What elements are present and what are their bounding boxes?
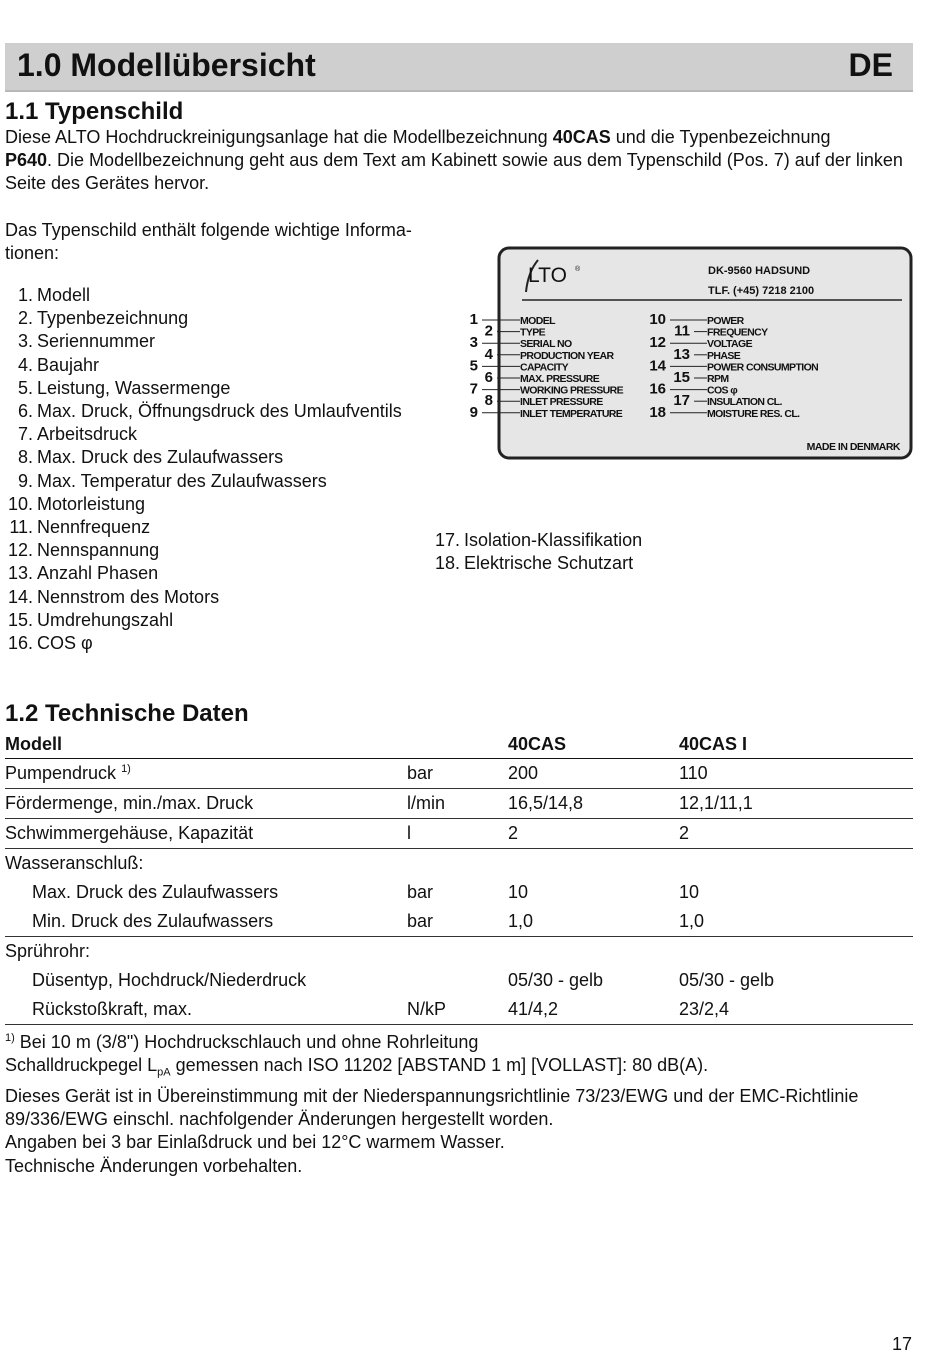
spec-table-header	[5, 730, 913, 759]
list-item-text: Motorleistung	[37, 493, 146, 514]
plate-callout-number: 1	[469, 311, 478, 328]
list-item	[0, 400, 402, 423]
row-unit	[407, 966, 508, 995]
type-plate-svg	[462, 244, 914, 462]
reserved-note: Technische Änderungen vorbehalten.	[5, 1155, 303, 1176]
plate-callout-number: 17	[673, 392, 690, 410]
plate-callout-number: 15	[673, 369, 690, 386]
list-item-text: Max. Temperatur des Zulaufwassers	[37, 470, 327, 491]
list-item-text: Isolation-Klassifikation	[464, 530, 643, 550]
list-item	[0, 586, 402, 609]
plate-callout-number: 10	[649, 311, 666, 328]
list-item-text: Seriennummer	[37, 331, 156, 352]
list-item-text: Elektrische Schutzart	[464, 553, 634, 574]
row-label	[5, 759, 407, 789]
row-label: Min. Druck des Zulaufwassers	[5, 907, 407, 937]
col-40cas: 40CAS	[508, 730, 679, 759]
list-item	[0, 493, 402, 516]
row-label: Düsentyp, Hochdruck/Niederdruck	[32, 970, 307, 990]
list-item	[0, 516, 402, 539]
plate-callout-number: 18	[649, 403, 666, 421]
row-label: Rückstoßkraft, max.	[5, 995, 407, 1025]
intro-text-a: Diese ALTO Hochdruckreinigungsanlage hat die Modellbezeichnung	[5, 127, 553, 147]
table-row	[5, 789, 913, 819]
sound-text-a: Schalldruckpegel L	[5, 1055, 158, 1076]
list-item-text: Nennspannung	[37, 540, 160, 561]
list-item	[427, 552, 642, 575]
col-40cas-i: 40CAS I	[679, 730, 913, 759]
plate-field-label: MOISTURE RES. CL.	[707, 407, 800, 420]
plate-address: DK-9560 HADSUND	[708, 265, 811, 277]
plate-field-label: PRODUCTION YEAR	[520, 349, 614, 362]
plate-callout-number: 8	[484, 392, 493, 410]
table-group-row	[5, 849, 913, 879]
table-row	[5, 966, 913, 995]
spec-table	[5, 730, 913, 1025]
table-row	[5, 819, 913, 849]
footnote-ref: 1)	[121, 763, 131, 775]
row-label: Fördermenge, min./max. Druck	[5, 789, 407, 819]
list-item-text: Modell	[37, 285, 91, 305]
list-item-number: 1.	[17, 285, 33, 305]
list-item-text: Anzahl Phasen	[37, 563, 159, 584]
plate-field-label: MAX. PRESSURE	[520, 373, 600, 385]
list-item	[0, 284, 402, 307]
plate-field-label: FREQUENCY	[707, 326, 768, 339]
row-value-a: 05/30 - gelb	[508, 970, 604, 990]
list-lead-line-2: tionen:	[5, 243, 60, 264]
alto-logo: LTO	[528, 264, 567, 287]
footnote-mark: 1)	[5, 1032, 15, 1044]
sound-text-b: gemessen nach ISO 11202 [ABSTAND 1 m] [VOLLAST]: 80 dB(A).	[170, 1055, 709, 1076]
list-item	[0, 539, 402, 562]
notes-block	[5, 1027, 915, 1178]
footnote-text: Bei 10 m (3/8") Hochdruckschlauch und ohne Rohrleitung	[14, 1032, 479, 1052]
row-value-a: 16,5/14,8	[508, 789, 679, 819]
list-item-number: 9.	[17, 470, 33, 491]
row-value-a: 2	[508, 819, 679, 849]
conditions-note: Angaben bei 3 bar Einlaßdruck und bei 12°C warmem Wasser.	[5, 1132, 505, 1153]
list-item-number: 8.	[17, 447, 33, 468]
list-item-number: 10.	[7, 493, 33, 514]
row-label: Max. Druck des Zulaufwassers	[32, 882, 279, 902]
group-label: Sprührohr:	[5, 941, 91, 961]
plate-field-label: POWER	[707, 315, 744, 327]
list-lead-line-1: Das Typenschild enthält folgende wichtige Informa-	[5, 220, 412, 240]
plate-field-label: INSULATION CL.	[707, 396, 782, 409]
list-lead	[5, 219, 445, 265]
row-unit: N/kP	[407, 995, 508, 1025]
list-item-text: Nennstrom des Motors	[37, 586, 220, 607]
list-item-number: 15.	[7, 609, 33, 630]
list-item-number: 3.	[17, 331, 33, 352]
col-unit	[407, 730, 508, 759]
plate-field-label: SERIAL NO	[520, 338, 572, 351]
list-item-text: Max. Druck, Öffnungsdruck des Umlaufventils	[37, 401, 402, 422]
list-item-text: Nennfrequenz	[37, 517, 151, 538]
row-value-a: 41/4,2	[508, 995, 679, 1025]
plate-callout-number: 4	[484, 345, 493, 363]
section-title: 1.0 Modellübersicht	[17, 47, 316, 83]
row-value-b: 110	[679, 759, 913, 789]
list-item	[0, 562, 402, 585]
row-unit: bar	[407, 759, 508, 789]
list-item-number: 11.	[9, 517, 33, 538]
intro-paragraph	[5, 126, 905, 196]
list-item-number: 16.	[7, 633, 33, 654]
row-unit: l/min	[407, 789, 508, 819]
plate-callout-number: 2	[484, 322, 493, 340]
table-row	[5, 878, 913, 907]
list-item	[0, 446, 402, 469]
list-item-number: 17.	[434, 530, 460, 550]
conformity-note: Dieses Gerät ist in Übereinstimmung mit der Niederspannungsrichtlinie 73/23/EWG und der EMC-Richtlinie 89/336/EWG einschl. nachfolgender Änderungen hergestellt worden.	[5, 1086, 859, 1130]
list-item-text: Umdrehungszahl	[37, 609, 174, 630]
heading-technische-daten: 1.2 Technische Daten	[5, 700, 249, 727]
row-value-b: 1,0	[679, 907, 913, 937]
list-item	[427, 529, 642, 552]
type-plate-illustration	[462, 244, 914, 462]
list-item	[0, 377, 402, 400]
row-unit: l	[407, 819, 508, 849]
col-model: Modell	[5, 730, 407, 759]
list-item-number: 4.	[17, 354, 33, 375]
intro-text-b: und die Typenbezeichnung	[610, 127, 831, 147]
plate-callout-number: 9	[469, 403, 478, 421]
row-unit: bar	[407, 907, 508, 937]
intro-model: 40CAS	[552, 127, 611, 147]
plate-callout-number: 6	[484, 369, 493, 386]
plate-field-label: COS φ	[707, 384, 738, 397]
plate-field-label: INLET PRESSURE	[520, 396, 603, 409]
list-item-text: Baujahr	[37, 354, 100, 375]
plate-callout-number: 12	[649, 334, 666, 352]
plate-field-label: WORKING PRESSURE	[520, 384, 623, 397]
info-list-continued	[427, 529, 642, 575]
plate-phone: TLF. (+45) 7218 2100	[708, 285, 815, 297]
list-item-number: 14.	[7, 586, 33, 607]
plate-field-label: RPM	[707, 373, 729, 385]
list-item	[0, 330, 402, 353]
list-item	[0, 470, 402, 493]
plate-field-label: TYPE	[520, 326, 546, 339]
page-number: 17	[891, 1334, 912, 1354]
plate-callout-number: 14	[649, 357, 666, 375]
section-header-bar	[5, 43, 913, 92]
table-row	[5, 995, 913, 1025]
row-value-a: 10	[508, 882, 529, 902]
plate-field-label: POWER CONSUMPTION	[707, 361, 819, 374]
plate-callout-number: 13	[673, 345, 690, 363]
plate-callout-number: 16	[649, 380, 666, 398]
sound-note	[5, 1054, 915, 1085]
list-item	[0, 307, 402, 330]
plate-callout-number: 11	[674, 322, 690, 340]
table-row	[5, 759, 913, 789]
heading-typenschild: 1.1 Typenschild	[5, 98, 184, 125]
list-item-text: Leistung, Wassermenge	[37, 377, 231, 398]
list-item	[0, 632, 402, 655]
row-value-b: 2	[679, 819, 913, 849]
plate-callout-number: 3	[469, 334, 478, 352]
list-item-text: COS φ	[37, 633, 93, 654]
row-value-b: 12,1/11,1	[679, 789, 913, 819]
table-group-row	[5, 937, 913, 967]
intro-type: P640	[5, 150, 48, 171]
list-item-number: 7.	[17, 424, 33, 445]
registered-mark: ®	[575, 266, 581, 273]
list-item	[0, 609, 402, 632]
row-value-a: 1,0	[508, 907, 679, 937]
group-label: Wasseranschluß:	[5, 853, 144, 873]
plate-field-label: INLET TEMPERATURE	[520, 407, 623, 420]
list-item	[0, 354, 402, 377]
row-value-b: 05/30 - gelb	[679, 970, 775, 990]
table-row	[5, 907, 913, 937]
row-unit: bar	[407, 882, 434, 902]
intro-text-c: . Die Modellbezeichnung geht aus dem Text am Kabinett sowie aus dem Typenschild (Pos. 7) auf der linken Seite des Gerätes hervor.	[5, 150, 903, 194]
list-item-text: Typenbezeichnung	[37, 308, 189, 329]
footnote	[5, 1027, 915, 1054]
list-item-text: Max. Druck des Zulaufwassers	[37, 447, 284, 468]
list-item-number: 18.	[434, 553, 460, 574]
plate-made-in: MADE IN DENMARK	[806, 441, 900, 453]
list-item	[0, 423, 402, 446]
list-item-number: 5.	[17, 377, 33, 398]
plate-callout-number: 7	[469, 380, 478, 398]
plate-field-label: VOLTAGE	[707, 338, 752, 351]
row-label: Schwimmergehäuse, Kapazität	[5, 819, 407, 849]
list-item-number: 12.	[7, 540, 33, 561]
sound-subscript: pA	[157, 1066, 171, 1079]
list-item-number: 13.	[7, 563, 33, 584]
row-value-b: 10	[679, 882, 700, 902]
info-list	[0, 284, 402, 655]
list-item-number: 6.	[17, 401, 33, 422]
list-item-number: 2.	[17, 308, 33, 329]
language-code: DE	[848, 47, 893, 83]
plate-field-label: MODEL	[520, 315, 555, 327]
plate-callout-number: 5	[469, 357, 478, 375]
pump-label: Pumpendruck	[5, 763, 122, 783]
row-value-a: 200	[508, 759, 679, 789]
plate-field-label: CAPACITY	[520, 361, 569, 374]
plate-field-label: PHASE	[707, 349, 741, 362]
list-item-text: Arbeitsdruck	[37, 424, 138, 445]
row-value-b: 23/2,4	[679, 995, 913, 1025]
